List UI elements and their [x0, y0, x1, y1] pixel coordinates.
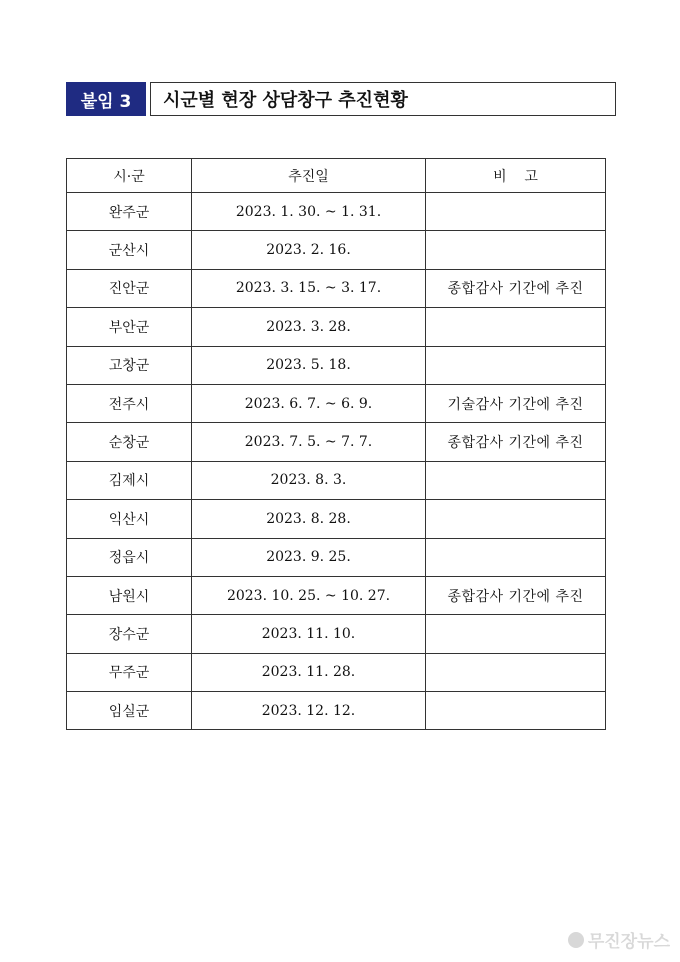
cell-note: [426, 692, 606, 730]
cell-date: 2023. 11. 28.: [192, 653, 426, 691]
table-row: [67, 193, 606, 231]
cell-date: 2023. 9. 25.: [192, 538, 426, 576]
header-date: 추진일: [192, 159, 426, 193]
table-row: [67, 576, 606, 614]
cell-region: 익산시: [67, 500, 192, 538]
cell-note: 기술감사 기간에 추진: [426, 384, 606, 422]
table-row: [67, 653, 606, 691]
cell-region: 남원시: [67, 576, 192, 614]
cell-region: 정읍시: [67, 538, 192, 576]
table-row: [67, 231, 606, 269]
table-row: [67, 423, 606, 461]
cell-region: 무주군: [67, 653, 192, 691]
cell-note: [426, 308, 606, 346]
cell-date: 2023. 5. 18.: [192, 346, 426, 384]
cell-date: 2023. 3. 15. ~ 3. 17.: [192, 269, 426, 307]
table-row: [67, 308, 606, 346]
cell-note: [426, 538, 606, 576]
watermark-text: 무진장뉴스: [587, 932, 670, 952]
cell-region: 군산시: [67, 231, 192, 269]
cell-region: 순창군: [67, 423, 192, 461]
cell-date: 2023. 12. 12.: [192, 692, 426, 730]
table-row: [67, 500, 606, 538]
schedule-table: [66, 158, 606, 730]
table-header-row: [67, 159, 606, 193]
header-note: 비 고: [426, 159, 606, 193]
cell-date: 2023. 1. 30. ~ 1. 31.: [192, 193, 426, 231]
cell-region: 임실군: [67, 692, 192, 730]
cell-note: 종합감사 기간에 추진: [426, 576, 606, 614]
cell-region: 김제시: [67, 461, 192, 499]
cell-note: [426, 615, 606, 653]
cell-note: [426, 461, 606, 499]
cell-note: [426, 653, 606, 691]
header-region: 시·군: [67, 159, 192, 193]
table-row: [67, 269, 606, 307]
cell-note: 종합감사 기간에 추진: [426, 423, 606, 461]
table-row: [67, 461, 606, 499]
cell-region: 완주군: [67, 193, 192, 231]
table-row: [67, 384, 606, 422]
cell-region: 전주시: [67, 384, 192, 422]
cell-region: 부안군: [67, 308, 192, 346]
document-title: 시군별 현장 상담창구 추진현황: [150, 82, 616, 116]
cell-date: 2023. 6. 7. ~ 6. 9.: [192, 384, 426, 422]
cell-date: 2023. 7. 5. ~ 7. 7.: [192, 423, 426, 461]
cell-date: 2023. 3. 28.: [192, 308, 426, 346]
table-row: [67, 615, 606, 653]
attachment-badge: 붙임 3: [66, 82, 146, 116]
cell-region: 진안군: [67, 269, 192, 307]
cell-date: 2023. 2. 16.: [192, 231, 426, 269]
cell-region: 고창군: [67, 346, 192, 384]
watermark-logo-icon: [568, 932, 584, 948]
cell-note: [426, 193, 606, 231]
cell-date: 2023. 10. 25. ~ 10. 27.: [192, 576, 426, 614]
cell-date: 2023. 11. 10.: [192, 615, 426, 653]
cell-region: 장수군: [67, 615, 192, 653]
attachment-title-bar: [66, 82, 616, 116]
watermark: [568, 927, 670, 952]
cell-note: [426, 231, 606, 269]
cell-date: 2023. 8. 3.: [192, 461, 426, 499]
table-row: [67, 538, 606, 576]
table-row: [67, 346, 606, 384]
table-row: [67, 692, 606, 730]
cell-note: [426, 500, 606, 538]
cell-note: [426, 346, 606, 384]
cell-note: 종합감사 기간에 추진: [426, 269, 606, 307]
cell-date: 2023. 8. 28.: [192, 500, 426, 538]
